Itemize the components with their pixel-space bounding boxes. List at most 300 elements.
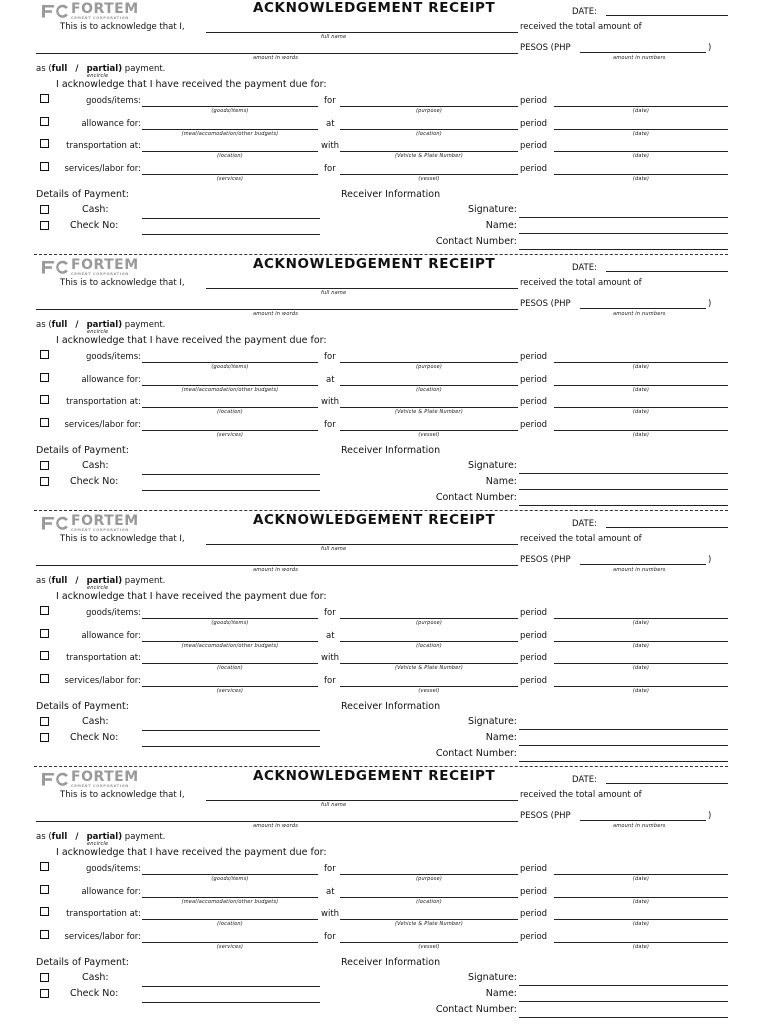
- fc-logo-mark-icon: [40, 259, 70, 275]
- contact-number-field[interactable]: [519, 505, 728, 506]
- cash-checkbox[interactable]: [40, 461, 49, 470]
- logo-tagline: CEMENT CORPORATION: [71, 272, 129, 276]
- row-item-field[interactable]: [142, 106, 318, 107]
- row-detail-hint: (vessel): [418, 432, 440, 438]
- row-item-hint: (location): [217, 153, 243, 159]
- row-period-field[interactable]: [554, 618, 728, 619]
- receipt-title: ACKNOWLEDGEMENT RECEIPT: [253, 256, 496, 272]
- details-of-payment-label: Details of Payment:: [36, 189, 129, 200]
- acknowledgement-receipt: [0, 512, 768, 768]
- logo-wordmark: FORTEM: [71, 769, 139, 785]
- pesos-label: PESOS (PHP: [520, 43, 571, 53]
- payment-suffix: payment.: [124, 320, 166, 330]
- row-item-field[interactable]: [142, 686, 318, 687]
- row-period-field[interactable]: [554, 174, 728, 175]
- intro-text: This is to acknowledge that I,: [60, 790, 185, 800]
- row-item-hint: (goods/items): [211, 620, 249, 626]
- row-detail-field[interactable]: [340, 430, 518, 431]
- full-name-hint: full name: [321, 290, 347, 296]
- signature-label: Signature:: [467, 204, 517, 215]
- pesos-close-paren: ): [708, 555, 712, 565]
- row-period-label: period: [520, 397, 548, 407]
- row-detail-field[interactable]: [340, 174, 518, 175]
- row-item-field[interactable]: [142, 151, 318, 152]
- row-label: goods/items:: [86, 608, 141, 618]
- row-connector: with: [321, 397, 340, 407]
- row-item-field[interactable]: [142, 874, 318, 875]
- logo-wordmark: FORTEM: [71, 257, 139, 273]
- row-item-field[interactable]: [142, 362, 318, 363]
- row-period-label: period: [520, 96, 548, 106]
- row-label: allowance for:: [81, 375, 141, 385]
- row-detail-hint: (purpose): [415, 108, 442, 114]
- row-detail-field[interactable]: [340, 663, 518, 664]
- company-logo: [40, 3, 139, 21]
- acknowledgement-receipt: [0, 0, 768, 256]
- cash-label: Cash:: [82, 204, 109, 215]
- row-period-label: period: [520, 608, 548, 618]
- cash-field[interactable]: [142, 986, 320, 987]
- row-connector: for: [324, 164, 336, 174]
- row-period-hint: (date): [632, 131, 650, 137]
- row-detail-field[interactable]: [340, 106, 518, 107]
- row-item-hint: (meal/accomodation/other budgets): [181, 131, 279, 137]
- row-period-hint: (date): [632, 387, 650, 393]
- row-item-hint: (location): [217, 665, 243, 671]
- check-no-field[interactable]: [142, 234, 320, 235]
- option-slash: /: [75, 64, 79, 74]
- details-of-payment-label: Details of Payment:: [36, 701, 129, 712]
- row-connector: at: [326, 119, 335, 129]
- cut-line: [34, 254, 728, 255]
- row-detail-field[interactable]: [340, 129, 518, 130]
- cash-label: Cash:: [82, 460, 109, 471]
- row-item-field[interactable]: [142, 663, 318, 664]
- row-connector: with: [321, 653, 340, 663]
- amount-words-hint: amount in words: [253, 311, 299, 317]
- row-detail-field[interactable]: [340, 407, 518, 408]
- payment-suffix: payment.: [124, 832, 166, 842]
- row-label: allowance for:: [81, 887, 141, 897]
- intro-text: This is to acknowledge that I,: [60, 534, 185, 544]
- row-period-field[interactable]: [554, 663, 728, 664]
- logo-tagline: CEMENT CORPORATION: [71, 528, 129, 532]
- row-item-field[interactable]: [142, 919, 318, 920]
- row-period-label: period: [520, 164, 548, 174]
- encircle-hint: encircle: [87, 841, 109, 847]
- row-detail-field[interactable]: [340, 641, 518, 642]
- row-label: transportation at:: [66, 141, 141, 151]
- row-connector: at: [326, 375, 335, 385]
- row-period-field[interactable]: [554, 942, 728, 943]
- amount-in-words-field[interactable]: [36, 53, 518, 54]
- row-period-field[interactable]: [554, 129, 728, 130]
- row-item-field[interactable]: [142, 897, 318, 898]
- row-item-field[interactable]: [142, 385, 318, 386]
- check-checkbox[interactable]: [40, 477, 49, 486]
- row-period-hint: (date): [632, 364, 650, 370]
- check-checkbox[interactable]: [40, 733, 49, 742]
- row-detail-hint: (location): [416, 387, 442, 393]
- row-label: services/labor for:: [64, 420, 141, 430]
- row-connector: with: [321, 909, 340, 919]
- name-field[interactable]: [519, 1001, 728, 1002]
- date-field[interactable]: [606, 271, 728, 272]
- row-item-hint: (location): [217, 921, 243, 927]
- date-label: DATE:: [572, 263, 597, 273]
- name-label: Name:: [485, 476, 517, 487]
- row-label: transportation at:: [66, 397, 141, 407]
- row-detail-hint: (purpose): [415, 620, 442, 626]
- payment-due-for-text: I acknowledge that I have received the payment due for:: [56, 847, 327, 858]
- amount-numbers-hint: amount in numbers: [613, 55, 666, 61]
- amount-in-numbers-field[interactable]: [580, 308, 706, 309]
- amount-in-words-field[interactable]: [36, 821, 518, 822]
- partial-option[interactable]: partial): [86, 64, 123, 74]
- row-detail-hint: (location): [416, 131, 442, 137]
- row-period-label: period: [520, 887, 548, 897]
- logo-wordmark: FORTEM: [71, 1, 139, 17]
- row-period-field[interactable]: [554, 686, 728, 687]
- row-item-hint: (meal/accomodation/other budgets): [181, 899, 279, 905]
- row-detail-hint: (location): [416, 899, 442, 905]
- row-item-field[interactable]: [142, 129, 318, 130]
- row-detail-hint: (Vehicle & Plate Number): [395, 153, 463, 159]
- row-detail-hint: (Vehicle & Plate Number): [395, 409, 463, 415]
- payment-due-for-text: I acknowledge that I have received the payment due for:: [56, 79, 327, 90]
- row-period-hint: (date): [632, 665, 650, 671]
- full-option[interactable]: full: [51, 64, 68, 74]
- row-item-hint: (meal/accomodation/other budgets): [181, 643, 279, 649]
- payment-due-for-text: I acknowledge that I have received the payment due for:: [56, 591, 327, 602]
- row-detail-field[interactable]: [340, 385, 518, 386]
- fc-logo-mark-icon: [40, 3, 70, 19]
- contact-number-label: Contact Number:: [435, 1004, 517, 1015]
- cash-field[interactable]: [142, 730, 320, 731]
- row-item-hint: (services): [216, 432, 244, 438]
- receiver-information-label: Receiver Information: [341, 189, 441, 200]
- row-item-hint: (services): [216, 944, 244, 950]
- row-period-hint: (date): [632, 432, 650, 438]
- full-option[interactable]: full: [51, 832, 68, 842]
- row-detail-hint: (vessel): [418, 176, 440, 182]
- row-period-hint: (date): [632, 620, 650, 626]
- row-period-label: period: [520, 932, 548, 942]
- check-no-label: Check No:: [70, 732, 119, 743]
- row-connector: with: [321, 141, 340, 151]
- row-label: transportation at:: [66, 909, 141, 919]
- row-connector: at: [326, 887, 335, 897]
- payment-suffix: payment.: [124, 576, 166, 586]
- encircle-hint: encircle: [87, 585, 109, 591]
- fc-logo-mark-icon: [40, 515, 70, 531]
- row-label: goods/items:: [86, 96, 141, 106]
- acknowledgement-receipt: [0, 768, 768, 1024]
- row-period-field[interactable]: [554, 430, 728, 431]
- as-prefix: as (: [36, 320, 52, 330]
- row-label: goods/items:: [86, 864, 141, 874]
- cash-checkbox[interactable]: [40, 205, 49, 214]
- details-of-payment-label: Details of Payment:: [36, 957, 129, 968]
- row-detail-hint: (vessel): [418, 944, 440, 950]
- row-period-field[interactable]: [554, 919, 728, 920]
- row-item-hint: (services): [216, 688, 244, 694]
- contact-number-field[interactable]: [519, 249, 728, 250]
- signature-field[interactable]: [519, 473, 728, 474]
- date-field[interactable]: [606, 15, 728, 16]
- row-detail-field[interactable]: [340, 874, 518, 875]
- row-period-field[interactable]: [554, 897, 728, 898]
- row-connector: for: [324, 676, 336, 686]
- check-checkbox[interactable]: [40, 989, 49, 998]
- amount-in-numbers-field[interactable]: [580, 820, 706, 821]
- encircle-hint: encircle: [87, 329, 109, 335]
- as-prefix: as (: [36, 832, 52, 842]
- amount-words-hint: amount in words: [253, 823, 299, 829]
- row-period-label: period: [520, 420, 548, 430]
- row-period-label: period: [520, 375, 548, 385]
- row-label: services/labor for:: [64, 164, 141, 174]
- row-detail-hint: (purpose): [415, 876, 442, 882]
- name-field[interactable]: [519, 233, 728, 234]
- pesos-close-paren: ): [708, 299, 712, 309]
- row-item-hint: (location): [217, 409, 243, 415]
- row-period-label: period: [520, 119, 548, 129]
- row-item-hint: (services): [216, 176, 244, 182]
- received-total-text: received the total amount of: [520, 278, 642, 288]
- row-period-hint: (date): [632, 176, 650, 182]
- row-detail-hint: (vessel): [418, 688, 440, 694]
- intro-text: This is to acknowledge that I,: [60, 278, 185, 288]
- details-of-payment-label: Details of Payment:: [36, 445, 129, 456]
- full-name-field[interactable]: [206, 544, 518, 545]
- row-period-label: period: [520, 909, 548, 919]
- row-item-field[interactable]: [142, 407, 318, 408]
- received-total-text: received the total amount of: [520, 790, 642, 800]
- contact-number-field[interactable]: [519, 1017, 728, 1018]
- cut-line: [34, 510, 728, 511]
- company-logo: [40, 771, 139, 789]
- row-label: goods/items:: [86, 352, 141, 362]
- payment-suffix: payment.: [124, 64, 166, 74]
- logo-wordmark: FORTEM: [71, 513, 139, 529]
- pesos-label: PESOS (PHP: [520, 811, 571, 821]
- row-period-label: period: [520, 631, 548, 641]
- name-label: Name:: [485, 220, 517, 231]
- encircle-hint: encircle: [87, 73, 109, 79]
- row-period-field[interactable]: [554, 407, 728, 408]
- row-detail-hint: (Vehicle & Plate Number): [395, 665, 463, 671]
- option-slash: /: [75, 320, 79, 330]
- partial-option[interactable]: partial): [86, 320, 123, 330]
- check-no-label: Check No:: [70, 476, 119, 487]
- option-slash: /: [75, 832, 79, 842]
- row-detail-field[interactable]: [340, 151, 518, 152]
- pesos-label: PESOS (PHP: [520, 555, 571, 565]
- row-period-hint: (date): [632, 643, 650, 649]
- name-label: Name:: [485, 988, 517, 999]
- full-option[interactable]: full: [51, 320, 68, 330]
- row-label: services/labor for:: [64, 676, 141, 686]
- as-prefix: as (: [36, 64, 52, 74]
- row-item-hint: (goods/items): [211, 108, 249, 114]
- date-label: DATE:: [572, 519, 597, 529]
- date-label: DATE:: [572, 7, 597, 17]
- row-connector: for: [324, 352, 336, 362]
- row-period-hint: (date): [632, 688, 650, 694]
- row-connector: at: [326, 631, 335, 641]
- cut-line: [34, 766, 728, 767]
- received-total-text: received the total amount of: [520, 22, 642, 32]
- logo-tagline: CEMENT CORPORATION: [71, 16, 129, 20]
- signature-label: Signature:: [467, 460, 517, 471]
- pesos-label: PESOS (PHP: [520, 299, 571, 309]
- row-connector: for: [324, 864, 336, 874]
- row-item-hint: (goods/items): [211, 876, 249, 882]
- row-period-field[interactable]: [554, 874, 728, 875]
- name-field[interactable]: [519, 745, 728, 746]
- receipt-title: ACKNOWLEDGEMENT RECEIPT: [253, 0, 496, 16]
- receipt-title: ACKNOWLEDGEMENT RECEIPT: [253, 768, 496, 784]
- date-field[interactable]: [606, 527, 728, 528]
- check-no-label: Check No:: [70, 988, 119, 999]
- row-connector: for: [324, 96, 336, 106]
- row-item-hint: (goods/items): [211, 364, 249, 370]
- row-period-field[interactable]: [554, 151, 728, 152]
- contact-number-label: Contact Number:: [435, 236, 517, 247]
- row-detail-field[interactable]: [340, 618, 518, 619]
- full-name-field[interactable]: [206, 800, 518, 801]
- row-period-label: period: [520, 141, 548, 151]
- row-item-field[interactable]: [142, 174, 318, 175]
- payment-due-for-text: I acknowledge that I have received the payment due for:: [56, 335, 327, 346]
- contact-number-label: Contact Number:: [435, 748, 517, 759]
- row-detail-field[interactable]: [340, 686, 518, 687]
- amount-in-words-field[interactable]: [36, 565, 518, 566]
- row-item-field[interactable]: [142, 618, 318, 619]
- full-name-hint: full name: [321, 34, 347, 40]
- full-name-hint: full name: [321, 802, 347, 808]
- row-label: services/labor for:: [64, 932, 141, 942]
- cash-field[interactable]: [142, 218, 320, 219]
- row-connector: for: [324, 932, 336, 942]
- row-period-hint: (date): [632, 876, 650, 882]
- name-field[interactable]: [519, 489, 728, 490]
- row-period-field[interactable]: [554, 385, 728, 386]
- row-connector: for: [324, 420, 336, 430]
- row-label: transportation at:: [66, 653, 141, 663]
- check-no-field[interactable]: [142, 1002, 320, 1003]
- check-no-field[interactable]: [142, 746, 320, 747]
- pesos-close-paren: ): [708, 43, 712, 53]
- receipt-title: ACKNOWLEDGEMENT RECEIPT: [253, 512, 496, 528]
- received-total-text: received the total amount of: [520, 534, 642, 544]
- row-item-field[interactable]: [142, 430, 318, 431]
- row-period-label: period: [520, 676, 548, 686]
- row-item-field[interactable]: [142, 641, 318, 642]
- full-option[interactable]: full: [51, 576, 68, 586]
- amount-in-words-field[interactable]: [36, 309, 518, 310]
- row-period-field[interactable]: [554, 106, 728, 107]
- name-label: Name:: [485, 732, 517, 743]
- receiver-information-label: Receiver Information: [341, 957, 441, 968]
- full-name-hint: full name: [321, 546, 347, 552]
- logo-tagline: CEMENT CORPORATION: [71, 784, 129, 788]
- option-slash: /: [75, 576, 79, 586]
- amount-numbers-hint: amount in numbers: [613, 567, 666, 573]
- full-name-field[interactable]: [206, 288, 518, 289]
- check-no-label: Check No:: [70, 220, 119, 231]
- company-logo: [40, 515, 139, 533]
- cash-checkbox[interactable]: [40, 717, 49, 726]
- amount-numbers-hint: amount in numbers: [613, 311, 666, 317]
- row-label: allowance for:: [81, 119, 141, 129]
- row-period-hint: (date): [632, 921, 650, 927]
- row-period-hint: (date): [632, 899, 650, 905]
- row-detail-hint: (location): [416, 643, 442, 649]
- check-no-field[interactable]: [142, 490, 320, 491]
- amount-numbers-hint: amount in numbers: [613, 823, 666, 829]
- amount-in-numbers-field[interactable]: [580, 52, 706, 53]
- row-detail-field[interactable]: [340, 897, 518, 898]
- amount-in-numbers-field[interactable]: [580, 564, 706, 565]
- cash-checkbox[interactable]: [40, 973, 49, 982]
- row-item-hint: (meal/accomodation/other budgets): [181, 387, 279, 393]
- amount-words-hint: amount in words: [253, 55, 299, 61]
- row-period-hint: (date): [632, 409, 650, 415]
- row-item-field[interactable]: [142, 942, 318, 943]
- check-checkbox[interactable]: [40, 221, 49, 230]
- receiver-information-label: Receiver Information: [341, 701, 441, 712]
- intro-text: This is to acknowledge that I,: [60, 22, 185, 32]
- cash-field[interactable]: [142, 474, 320, 475]
- row-period-label: period: [520, 864, 548, 874]
- date-field[interactable]: [606, 783, 728, 784]
- partial-option[interactable]: partial): [86, 832, 123, 842]
- row-period-hint: (date): [632, 944, 650, 950]
- receiver-information-label: Receiver Information: [341, 445, 441, 456]
- acknowledgement-receipt: [0, 256, 768, 512]
- contact-number-field[interactable]: [519, 761, 728, 762]
- pesos-close-paren: ): [708, 811, 712, 821]
- cash-label: Cash:: [82, 972, 109, 983]
- company-logo: [40, 259, 139, 277]
- row-detail-hint: (Vehicle & Plate Number): [395, 921, 463, 927]
- full-name-field[interactable]: [206, 32, 518, 33]
- row-period-label: period: [520, 653, 548, 663]
- row-period-field[interactable]: [554, 362, 728, 363]
- signature-field[interactable]: [519, 729, 728, 730]
- row-detail-field[interactable]: [340, 942, 518, 943]
- row-detail-field[interactable]: [340, 919, 518, 920]
- row-connector: for: [324, 608, 336, 618]
- amount-words-hint: amount in words: [253, 567, 299, 573]
- partial-option[interactable]: partial): [86, 576, 123, 586]
- row-period-hint: (date): [632, 108, 650, 114]
- row-label: allowance for:: [81, 631, 141, 641]
- cash-label: Cash:: [82, 716, 109, 727]
- signature-field[interactable]: [519, 217, 728, 218]
- row-detail-field[interactable]: [340, 362, 518, 363]
- signature-label: Signature:: [467, 972, 517, 983]
- as-prefix: as (: [36, 576, 52, 586]
- signature-field[interactable]: [519, 985, 728, 986]
- row-period-field[interactable]: [554, 641, 728, 642]
- row-period-hint: (date): [632, 153, 650, 159]
- row-period-label: period: [520, 352, 548, 362]
- row-detail-hint: (purpose): [415, 364, 442, 370]
- date-label: DATE:: [572, 775, 597, 785]
